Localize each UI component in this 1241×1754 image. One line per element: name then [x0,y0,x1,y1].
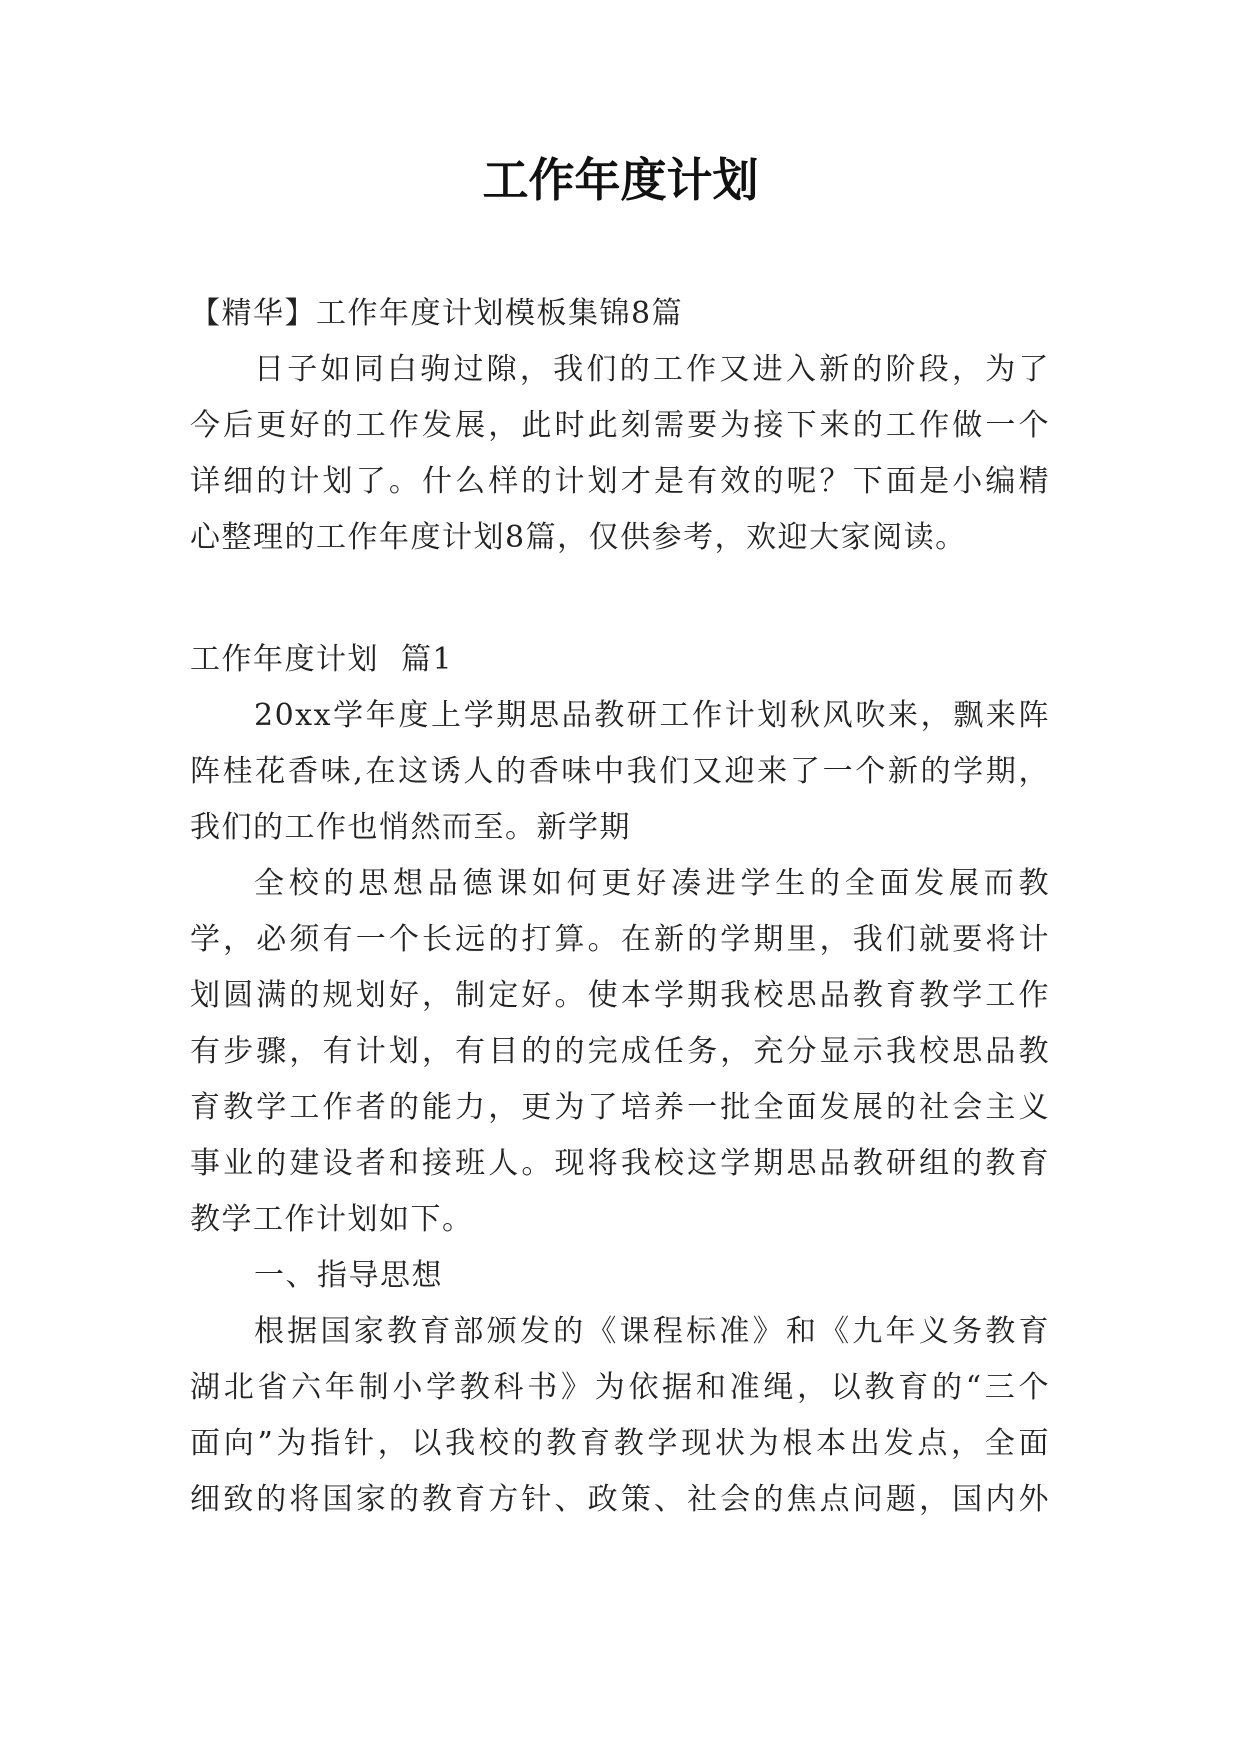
text-line: 教学工作计划如下。 [190,1202,474,1237]
section-heading [190,632,1050,688]
text-line: 日子如同白驹过隙，我们的工作又进入新的阶段，为了 [254,352,1050,387]
paragraph-3 [190,1304,1050,1528]
text-line: 我们的工作也悄然而至。新学期 [190,810,631,845]
section-heading-name: 工作年度计划 [190,642,379,677]
paragraph-1 [190,688,1050,856]
text-line: 有步骤，有计划，有目的的完成任务，充分显示我校思品教 [190,1034,1050,1069]
document-body [190,286,1050,1528]
text-line: 面向”为指针，以我校的教育教学现状为根本出发点，全面 [190,1426,1050,1461]
text-line: 育教学工作者的能力，更为了培养一批全面发展的社会主义 [190,1090,1050,1125]
text-line: 划圆满的规划好，制定好。使本学期我校思品教育教学工作 [190,978,1050,1013]
paragraph-2 [190,856,1050,1248]
text-line: 阵桂花香味,在这诱人的香味中我们又迎来了一个新的学期， [190,754,1050,789]
text-line: 湖北省六年制小学教科书》为依据和准绳，以教育的“三个 [190,1370,1050,1405]
text-line: 细致的将国家的教育方针、政策、社会的焦点问题，国内外 [190,1482,1050,1517]
text-line: 今后更好的工作发展，此时此刻需要为接下来的工作做一个 [190,408,1050,443]
text-line: 心整理的工作年度计划8篇，仅供参考，欢迎大家阅读。 [190,520,967,555]
document-subtitle: 【精华】工作年度计划模板集锦8篇 [190,296,684,331]
text-line: 20xx学年度上学期思品教研工作计划秋风吹来，飘来阵 [254,698,1050,733]
document-title: 工作年度计划 [482,153,759,207]
text-line: 根据国家教育部颁发的《课程标准》和《九年义务教育 [254,1314,1050,1349]
subheading-guiding-thought: 一、指导思想 [254,1258,443,1293]
spacer [190,566,1050,632]
intro-paragraph [190,342,1050,566]
section-heading-number: 篇1 [401,642,454,677]
text-line: 学，必须有一个长远的打算。在新的学期里，我们就要将计 [190,922,1050,957]
text-line: 详细的计划了。什么样的计划才是有效的呢？下面是小编精 [190,464,1050,499]
text-line: 全校的思想品德课如何更好凑进学生的全面发展而教 [254,866,1050,901]
text-line: 事业的建设者和接班人。现将我校这学期思品教研组的教育 [190,1146,1050,1181]
